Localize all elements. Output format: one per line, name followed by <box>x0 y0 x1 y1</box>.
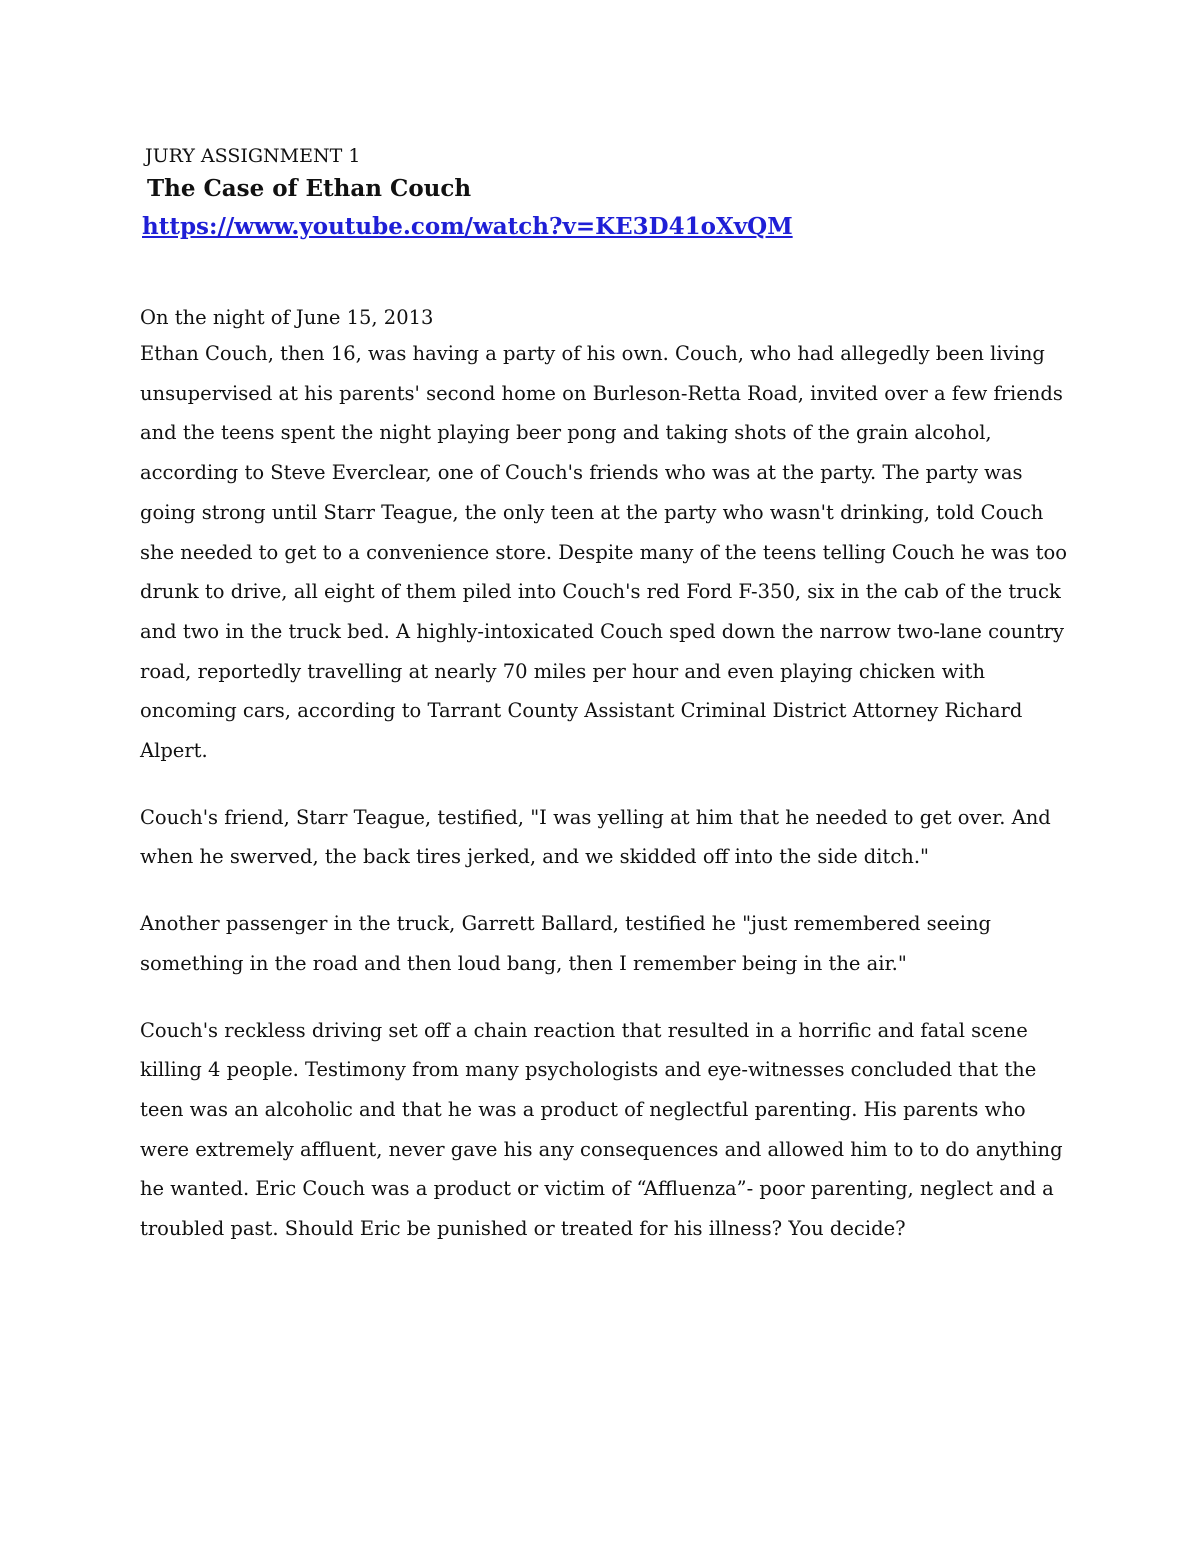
case-title: The Case of Ethan Couch <box>147 175 472 202</box>
document-body <box>140 141 1080 1249</box>
video-link[interactable]: https://www.youtube.com/watch?v=KE3D41oXvQM <box>142 213 793 240</box>
paragraph-conclusion: Couch's reckless driving set off a chain reaction that resulted in a horrific and fatal scene killing 4 people. Testimony from many psychologists and eye-witnesses concluded that the teen was an alcoholic and that he was a product of neglectful parenting. His parents who were extremely affluent, never gave his any consequences and allowed him to to do anything he wanted. Eric Couch was a product or victim of “Affluenza”- poor parenting, neglect and a troubled past. Should Eric be punished or treated for his illness? You decide? <box>140 1018 1063 1241</box>
date-line: On the night of June 15, 2013 <box>140 306 434 329</box>
blank-space <box>140 247 1080 302</box>
paragraph-party: Ethan Couch, then 16, was having a party of his own. Couch, who had allegedly been living unsupervised at his parents' second home on Burleson-Retta Road, invited over a few friends and the teens spent the night playing beer pong and taking shots of the grain alcohol, according to Steve Everclear, one of Couch's friends who was at the party. The party was going strong until Starr Teague, the only teen at the party who wasn't drinking, told Couch she needed to get to a convenience store. Despite many of the teens telling Couch he was too drunk to drive, all eight of them piled into Couch's red Ford F-350, six in the cab of the truck and two in the truck bed. A highly-intoxicated Couch sped down the narrow two-lane country road, reportedly travelling at nearly 70 miles per hour and even playing chicken with oncoming cars, according to Tarrant County Assistant Criminal District Attorney Richard Alpert. <box>140 342 1067 763</box>
assignment-label: JURY ASSIGNMENT 1 <box>145 145 361 167</box>
paragraph-teague-testimony: Couch's friend, Starr Teague, testified, "I was yelling at him that he needed to get over. And when he swerved, the back tires jerked, and we skidded off into the side ditch." <box>140 805 1051 869</box>
paragraph-ballard-testimony: Another passenger in the truck, Garrett Ballard, testified he "just remembered seeing something in the road and then loud bang, then I remember being in the air." <box>140 912 992 975</box>
